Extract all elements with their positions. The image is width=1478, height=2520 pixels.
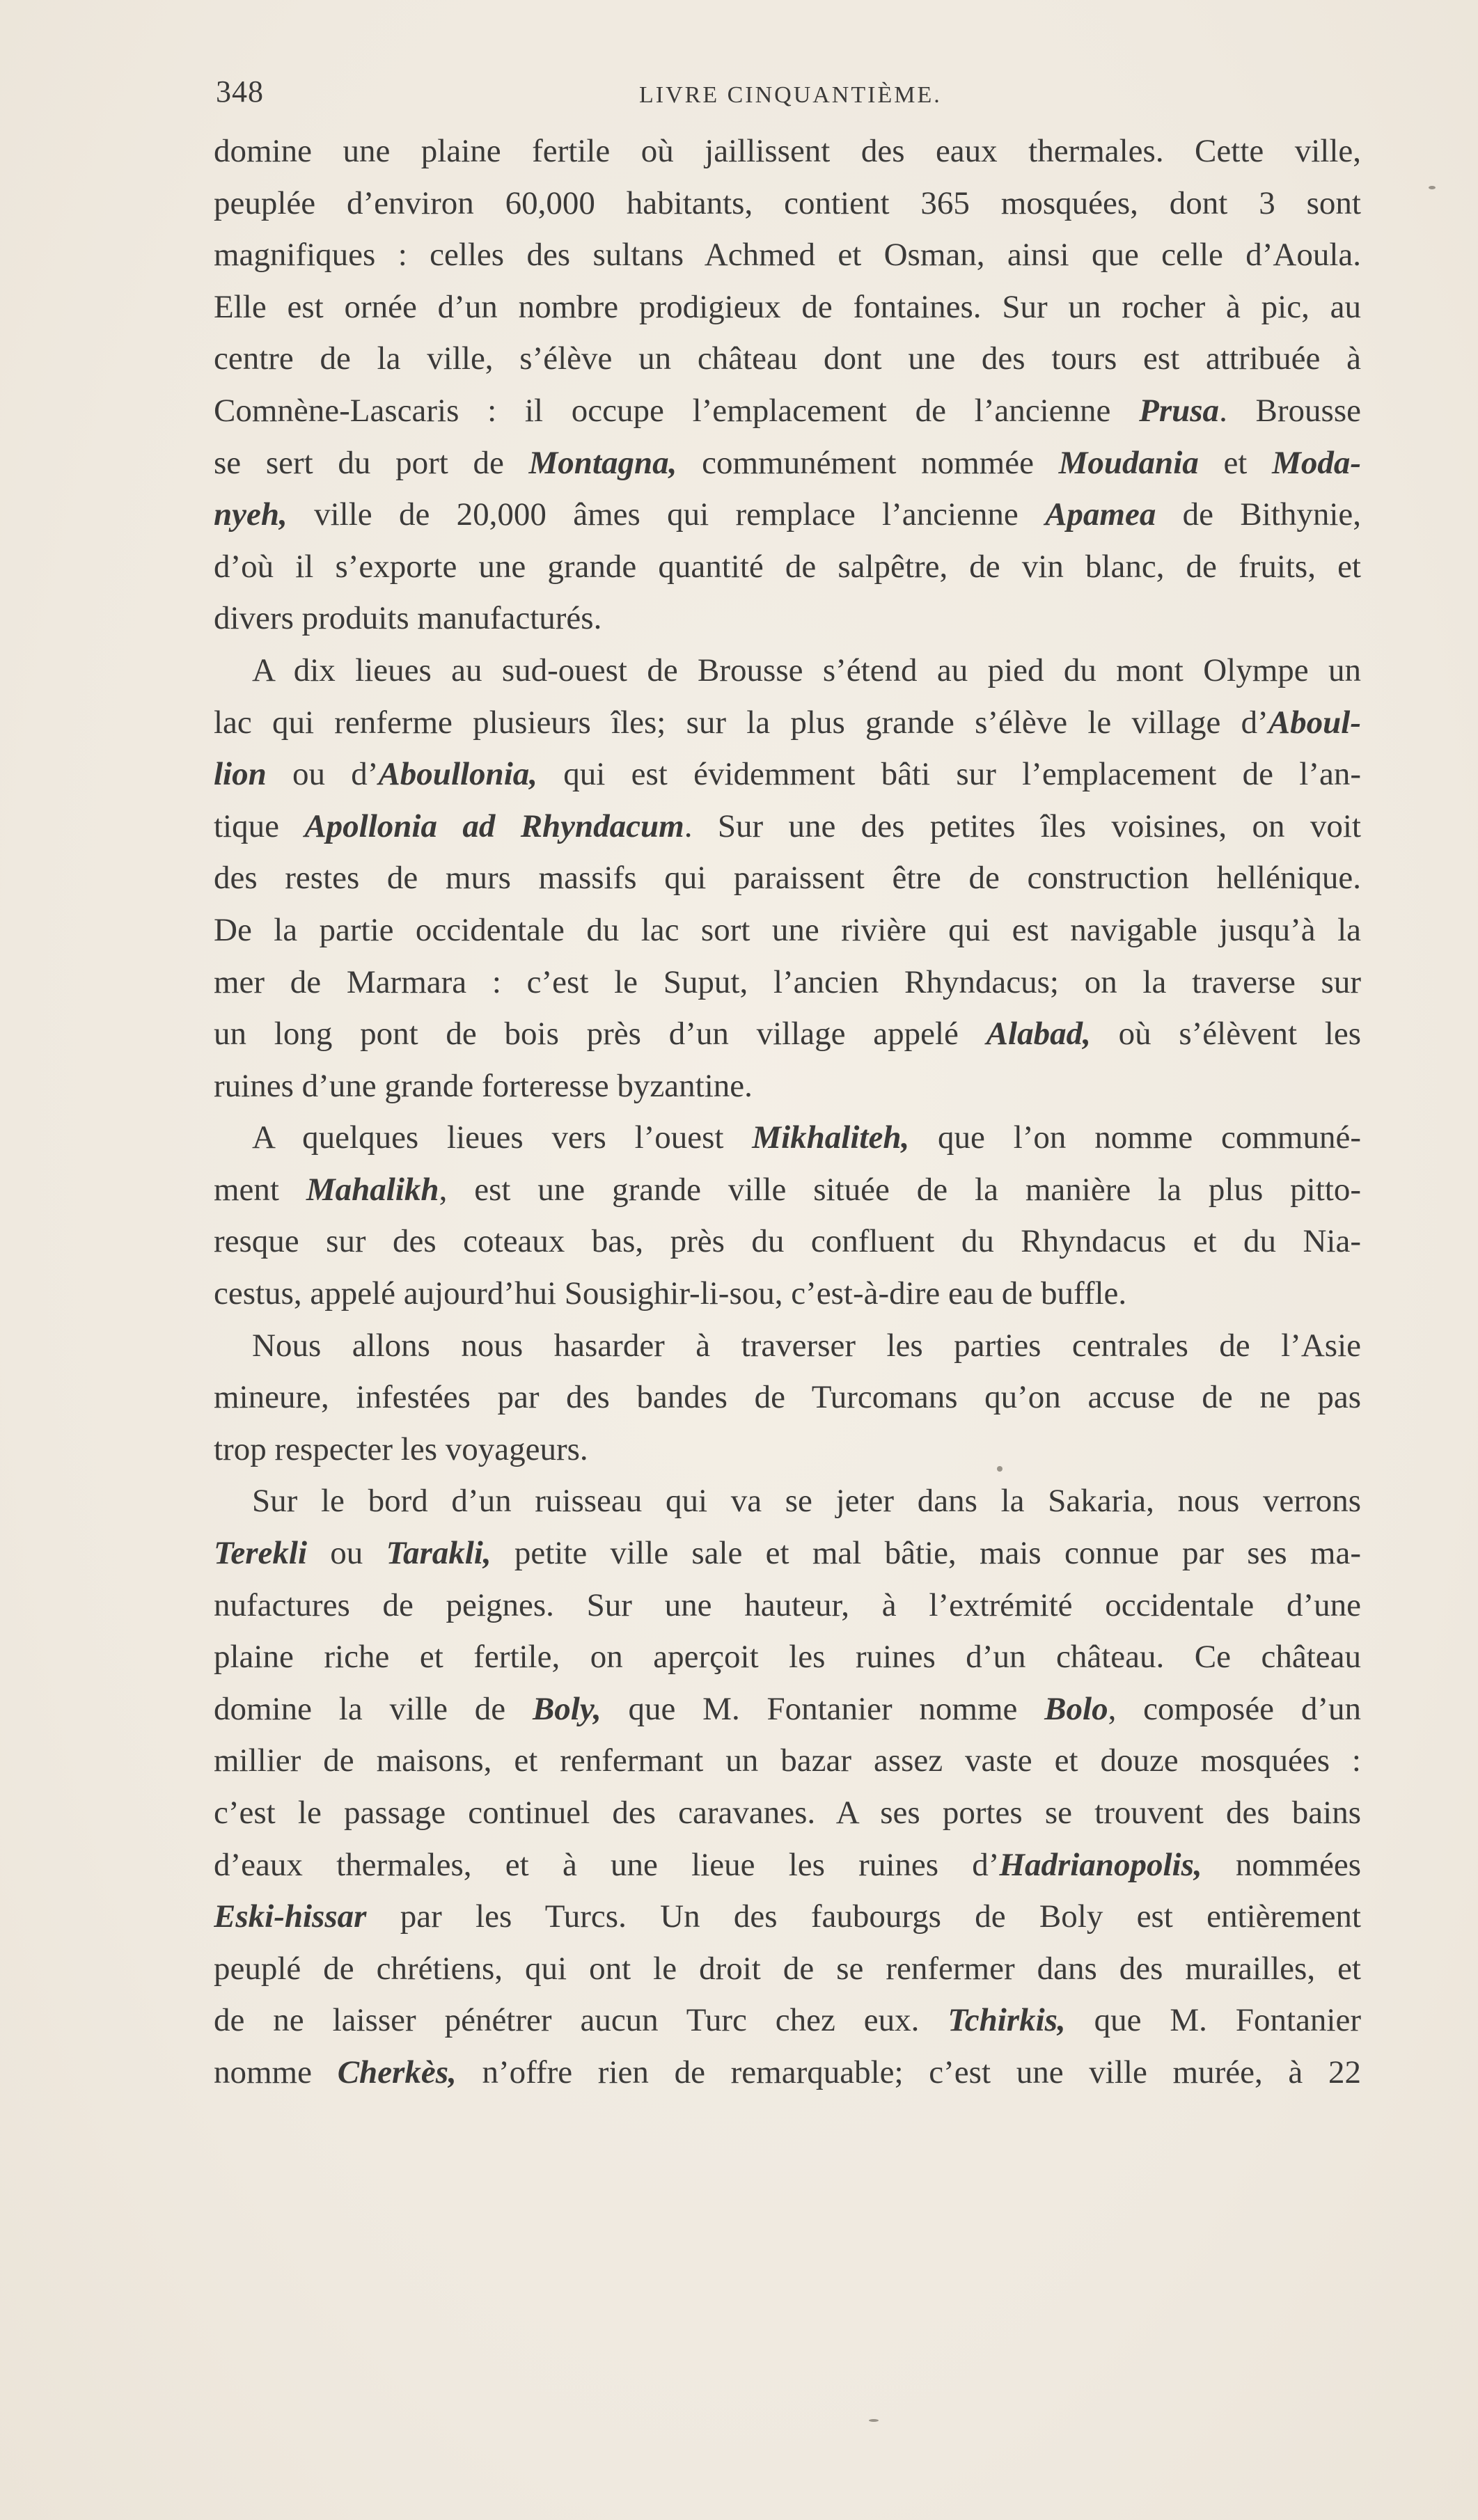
text-segment: . Brousse <box>1219 392 1361 429</box>
text-line <box>214 437 1361 489</box>
text-segment: , composée d’un <box>1108 1690 1361 1727</box>
text-segment: par les Turcs. Un des faubourgs de Boly est entièrement <box>366 1898 1361 1935</box>
text-line <box>214 1631 1361 1683</box>
italic-term: Bolo <box>1044 1690 1108 1727</box>
text-segment: domine une plaine fertile où jaillissent des eaux thermales. Cette ville, <box>214 133 1361 169</box>
text-segment: mer de Marmara : c’est le Suput, l’ancien Rhyndacus; on la traverse sur <box>214 963 1361 1000</box>
text-line <box>214 1475 1361 1527</box>
text-segment: ville de 20,000 âmes qui remplace l’ancienne <box>287 496 1046 533</box>
text-segment: petite ville sale et mal bâtie, mais connue par ses ma- <box>491 1535 1361 1572</box>
print-speck <box>1429 186 1436 189</box>
italic-term: Eski-hissar <box>214 1898 367 1935</box>
text-line <box>214 1060 1361 1112</box>
text-segment: domine la ville de <box>214 1690 533 1727</box>
text-line <box>214 1994 1361 2047</box>
text-line <box>214 1683 1361 1735</box>
text-segment: plaine riche et fertile, on aperçoit les ruines d’un château. Ce château <box>214 1639 1361 1676</box>
text-line <box>214 852 1361 904</box>
text-line <box>214 125 1361 178</box>
text-line <box>214 748 1361 801</box>
text-line <box>214 801 1361 853</box>
text-segment: qui est évidemment bâti sur l’emplacement de l’an- <box>537 756 1361 793</box>
text-line <box>214 1008 1361 1060</box>
text-line <box>214 1268 1361 1320</box>
text-segment: nufactures de peignes. Sur une hauteur, à l’extrémité occidentale d’une <box>214 1586 1361 1623</box>
text-segment: et <box>1198 444 1273 481</box>
text-segment: communément nommée <box>677 444 1059 481</box>
text-line <box>214 2047 1361 2099</box>
text-segment: Comnène-Lascaris : il occupe l’emplacement de l’ancienne <box>214 392 1140 429</box>
text-segment: un long pont de bois près d’un village appelé <box>214 1016 986 1053</box>
text-line <box>214 1527 1361 1580</box>
text-segment: que M. Fontanier <box>1065 2002 1361 2039</box>
italic-term: Boly, <box>532 1690 602 1727</box>
text-line <box>214 1787 1361 1839</box>
italic-term: lion <box>214 756 267 793</box>
text-segment: . Sur une des petites îles voisines, on voit <box>684 808 1361 844</box>
text-segment: lac qui renferme plusieurs îles; sur la plus grande s’élève le village d’ <box>214 704 1268 741</box>
italic-term: Terekli <box>214 1535 308 1572</box>
text-line <box>214 281 1361 333</box>
text-segment: de Bithynie, <box>1156 496 1361 533</box>
text-segment: ou d’ <box>266 756 379 793</box>
text-segment: d’eaux thermales, et à une lieue les ruines d’ <box>214 1846 1000 1883</box>
italic-term: Moda- <box>1272 444 1361 481</box>
text-line <box>214 697 1361 749</box>
text-segment: De la partie occidentale du lac sort une rivière qui est navigable jusqu’à la <box>214 911 1361 948</box>
text-segment: tique <box>214 808 305 844</box>
text-segment: cestus, appelé aujourd’hui Sousighir-li-sou, c’est-à-dire eau de buffle. <box>214 1275 1127 1312</box>
text-segment: trop respecter les voyageurs. <box>214 1431 588 1467</box>
text-segment: ou <box>307 1535 386 1572</box>
italic-term: Moudania <box>1058 444 1199 481</box>
text-segment: Nous allons nous hasarder à traverser les parties centrales de l’Asie <box>252 1327 1361 1364</box>
italic-term: Mahalikh <box>306 1171 439 1208</box>
page-number: 348 <box>216 74 264 109</box>
text-line <box>214 1164 1361 1216</box>
text-line <box>214 956 1361 1009</box>
italic-term: Montagna, <box>528 444 677 481</box>
italic-term: Apollonia ad Rhyndacum <box>304 808 684 844</box>
text-segment: se sert du port de <box>214 444 529 481</box>
italic-term: Hadrianopolis, <box>999 1846 1202 1883</box>
text-line <box>214 1320 1361 1372</box>
text-line <box>214 1215 1361 1268</box>
italic-term: Alabad, <box>986 1016 1091 1053</box>
text-segment: nommées <box>1202 1846 1361 1883</box>
text-segment: peuplé de chrétiens, qui ont le droit de se renfermer dans des murailles, et <box>214 1950 1361 1987</box>
italic-term: Apamea <box>1045 496 1156 533</box>
text-line <box>214 904 1361 956</box>
body-text <box>214 125 1361 2099</box>
text-segment: c’est le passage continuel des caravanes. A ses portes se trouvent des bains <box>214 1795 1361 1831</box>
italic-term: Tchirkis, <box>948 2002 1066 2039</box>
text-segment: divers produits manufacturés. <box>214 600 602 637</box>
text-segment: ment <box>214 1171 306 1208</box>
text-line <box>214 1580 1361 1632</box>
italic-term: Aboullonia, <box>378 756 538 793</box>
italic-term: Prusa <box>1139 392 1220 429</box>
text-line <box>214 1839 1361 1891</box>
text-line <box>214 1891 1361 1943</box>
text-segment: Sur le bord d’un ruisseau qui va se jeter dans la Sakaria, nous verrons <box>252 1483 1361 1520</box>
text-line <box>214 1371 1361 1424</box>
text-segment: où s’élèvent les <box>1090 1016 1361 1053</box>
text-segment: resque sur des coteaux bas, près du confluent du Rhyndacus et du Nia- <box>214 1223 1361 1260</box>
text-segment: des restes de murs massifs qui paraissent être de construction hellénique. <box>214 860 1361 897</box>
text-segment: A quelques lieues vers l’ouest <box>252 1119 753 1156</box>
italic-term: Tarakli, <box>386 1535 492 1572</box>
text-segment: mineure, infestées par des bandes de Turcomans qu’on accuse de ne pas <box>214 1379 1361 1416</box>
text-line <box>214 1943 1361 1995</box>
text-segment: millier de maisons, et renfermant un bazar assez vaste et douze mosquées : <box>214 1742 1361 1779</box>
text-segment: , est une grande ville située de la manière la plus pitto- <box>439 1171 1361 1208</box>
text-segment: nomme <box>214 2054 338 2090</box>
text-line <box>214 178 1361 230</box>
text-segment: centre de la ville, s’élève un château dont une des tours est attribuée à <box>214 340 1361 377</box>
italic-term: Mikhaliteh, <box>752 1119 910 1156</box>
text-segment: magnifiques : celles des sultans Achmed et Osman, ainsi que celle d’Aoula. <box>214 237 1361 274</box>
text-line <box>214 1735 1361 1787</box>
italic-term: nyeh, <box>214 496 288 533</box>
text-segment: que l’on nomme communé- <box>909 1119 1361 1156</box>
text-line <box>214 333 1361 385</box>
text-segment: peuplée d’environ 60,000 habitants, contient 365 mosquées, dont 3 sont <box>214 184 1361 221</box>
text-segment: A dix lieues au sud-ouest de Brousse s’étend au pied du mont Olympe un <box>252 652 1361 688</box>
text-segment: Elle est ornée d’un nombre prodigieux de fontaines. Sur un rocher à pic, au <box>214 288 1361 325</box>
text-segment: d’où il s’exporte une grande quantité de salpêtre, de vin blanc, de fruits, et <box>214 548 1361 585</box>
print-speck <box>997 1466 1003 1472</box>
print-speck <box>869 2419 879 2422</box>
text-segment: que M. Fontanier nomme <box>601 1690 1045 1727</box>
text-line <box>214 1112 1361 1164</box>
italic-term: Cherkès, <box>337 2054 457 2090</box>
italic-term: Aboul- <box>1268 704 1361 741</box>
text-segment: de ne laisser pénétrer aucun Turc chez eux. <box>214 2002 948 2039</box>
text-line <box>214 489 1361 541</box>
text-line <box>214 229 1361 281</box>
text-line <box>214 541 1361 593</box>
page-header <box>216 70 1399 118</box>
text-line <box>214 645 1361 697</box>
text-line <box>214 385 1361 437</box>
text-line <box>214 1424 1361 1476</box>
text-segment: ruines d’une grande forteresse byzantine. <box>214 1067 753 1104</box>
running-head: LIVRE CINQUANTIÈME. <box>639 82 942 108</box>
text-segment: n’offre rien de remarquable; c’est une ville murée, à 22 <box>456 2054 1361 2090</box>
text-line <box>214 592 1361 645</box>
